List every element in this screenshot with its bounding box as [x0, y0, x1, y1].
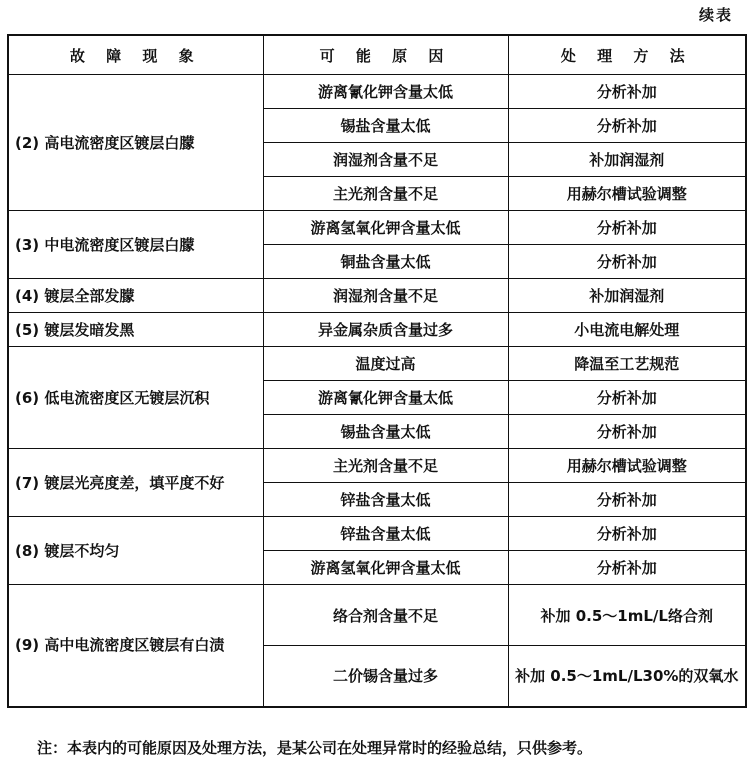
method-cell: 补加 0.5～1mL/L30%的双氧水 — [508, 646, 746, 707]
method-cell: 分析补加 — [508, 415, 746, 449]
method-cell: 分析补加 — [508, 211, 746, 245]
method-cell: 分析补加 — [508, 517, 746, 551]
header-method: 处 理 方 法 — [508, 35, 746, 75]
method-cell: 用赫尔槽试验调整 — [508, 449, 746, 483]
table-row — [8, 75, 746, 109]
method-cell: 分析补加 — [508, 75, 746, 109]
cause-cell: 锌盐含量太低 — [263, 517, 508, 551]
cause-cell: 锡盐含量太低 — [263, 109, 508, 143]
method-cell: 补加润湿剂 — [508, 279, 746, 313]
cause-cell: 游离氰化钾含量太低 — [263, 381, 508, 415]
method-cell: 分析补加 — [508, 551, 746, 585]
table-row — [8, 517, 746, 551]
symptom-cell: (9) 高中电流密度区镀层有白渍 — [8, 585, 263, 707]
cause-cell: 游离氢氧化钾含量太低 — [263, 211, 508, 245]
cause-cell: 润湿剂含量不足 — [263, 279, 508, 313]
header-cause: 可 能 原 因 — [263, 35, 508, 75]
continued-label: 续表 — [698, 6, 733, 24]
symptom-cell: (8) 镀层不均匀 — [8, 517, 263, 585]
table-row — [8, 449, 746, 483]
table-row — [8, 347, 746, 381]
symptom-cell: (3) 中电流密度区镀层白朦 — [8, 211, 263, 279]
table-row — [8, 279, 746, 313]
cause-cell: 锌盐含量太低 — [263, 483, 508, 517]
method-cell: 用赫尔槽试验调整 — [508, 177, 746, 211]
cause-cell: 润湿剂含量不足 — [263, 143, 508, 177]
symptom-cell: (2) 高电流密度区镀层白朦 — [8, 75, 263, 211]
method-cell: 小电流电解处理 — [508, 313, 746, 347]
cause-cell: 游离氰化钾含量太低 — [263, 75, 508, 109]
cause-cell: 温度过高 — [263, 347, 508, 381]
cause-cell: 络合剂含量不足 — [263, 585, 508, 646]
table-row — [8, 313, 746, 347]
method-cell: 分析补加 — [508, 109, 746, 143]
symptom-cell: (6) 低电流密度区无镀层沉积 — [8, 347, 263, 449]
troubleshooting-table — [7, 34, 747, 708]
symptom-cell: (4) 镀层全部发朦 — [8, 279, 263, 313]
method-cell: 分析补加 — [508, 483, 746, 517]
cause-cell: 铜盐含量太低 — [263, 245, 508, 279]
cause-cell: 锡盐含量太低 — [263, 415, 508, 449]
method-cell: 补加 0.5～1mL/L络合剂 — [508, 585, 746, 646]
header-symptom: 故 障 现 象 — [8, 35, 263, 75]
symptom-cell: (7) 镀层光亮度差，填平度不好 — [8, 449, 263, 517]
cause-cell: 主光剂含量不足 — [263, 449, 508, 483]
cause-cell: 二价锡含量过多 — [263, 646, 508, 707]
cause-cell: 游离氢氧化钾含量太低 — [263, 551, 508, 585]
header-row — [8, 35, 746, 75]
method-cell: 补加润湿剂 — [508, 143, 746, 177]
cause-cell: 主光剂含量不足 — [263, 177, 508, 211]
method-cell: 分析补加 — [508, 381, 746, 415]
footnote: 注：本表内的可能原因及处理方法，是某公司在处理异常时的经验总结，只供参考。 — [37, 739, 593, 757]
cause-cell: 异金属杂质含量过多 — [263, 313, 508, 347]
table-row — [8, 585, 746, 646]
table-row — [8, 211, 746, 245]
method-cell: 降温至工艺规范 — [508, 347, 746, 381]
symptom-cell: (5) 镀层发暗发黑 — [8, 313, 263, 347]
method-cell: 分析补加 — [508, 245, 746, 279]
